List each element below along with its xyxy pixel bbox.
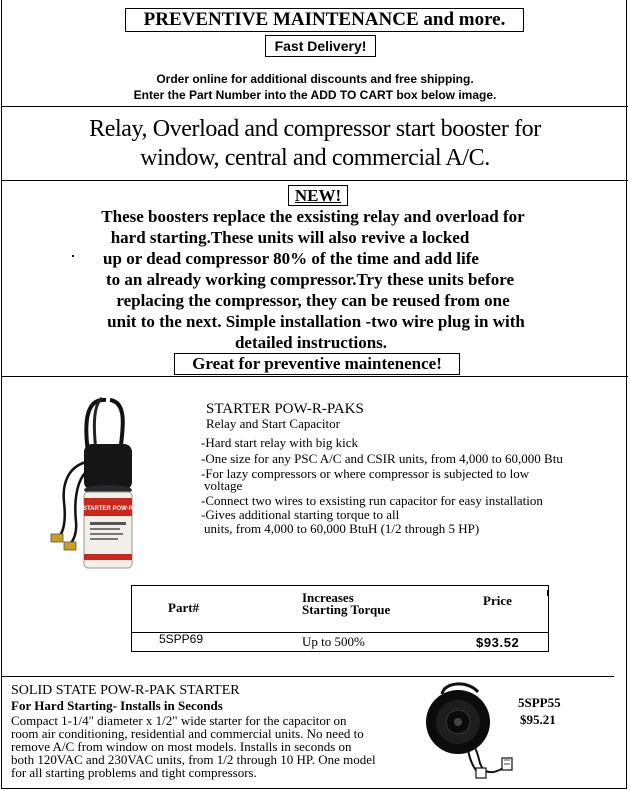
product1-bullet-4: voltage <box>204 478 243 493</box>
product2-title: SOLID STATE POW-R-PAK STARTER <box>11 683 240 698</box>
product1-bullet-3: -For lazy compressors or where compressor is subjected to low <box>201 466 530 481</box>
solid-state-starter-image <box>418 680 518 780</box>
divider-2 <box>2 180 628 181</box>
new-para-line-1: These boosters replace the exsisting relay and overload for <box>101 207 525 226</box>
product1-bullet-5: -Connect two wires to exsisting run capacitor for easy installation <box>201 493 543 508</box>
table-header-torque-1: Increases <box>302 590 354 605</box>
new-para-line-2: hard starting.These units will also revive a locked <box>110 228 470 247</box>
table-cell-torque: Up to 500% <box>302 634 365 649</box>
product2-desc-line-5: for all starting problems and tight compressors. <box>11 765 257 780</box>
new-para-line-3: up or dead compressor 80% of the time and add life <box>103 249 479 268</box>
product2-price: $95.21 <box>520 712 556 727</box>
table-header-part: Part# <box>168 600 200 615</box>
product2-desc-line-3: remove A/C from window on most models. Installs in seconds on <box>11 739 352 754</box>
product1-table <box>131 585 549 652</box>
product1-title: STARTER POW-R-PAKS <box>206 401 364 417</box>
new-para-line-7: detailed instructions. <box>234 333 388 352</box>
product2-desc-line-4: both 120VAC and 230VAC units, from 1/2 through 10 HP. One model <box>11 752 376 767</box>
fast-delivery-badge: Fast Delivery! <box>265 35 376 57</box>
starter-pow-r-pak-image <box>44 392 140 582</box>
table-edge-mark <box>547 590 548 596</box>
product2-desc-line-1: Compact 1-1/4" diameter x 1/2" wide starter for the capacitor on <box>11 713 347 728</box>
preventive-tagline: Great for preventive maintenence! <box>174 353 460 375</box>
table-header-torque-2: Starting Torque <box>302 602 391 617</box>
table-header-price: Price <box>483 593 512 608</box>
stray-dot <box>72 255 74 257</box>
order-line-1: Order online for additional discounts and free shipping. <box>156 72 474 86</box>
product2-part: 5SPP55 <box>518 695 561 710</box>
new-badge: NEW! <box>288 185 348 206</box>
product2-desc-line-2: room air conditioning, residential and commercial units. No need to <box>11 726 364 741</box>
new-para-line-4: to an already working compressor.Try these units before <box>106 270 514 289</box>
divider-4 <box>2 676 614 677</box>
product1-bullet-7: units, from 4,000 to 60,000 BtuH (1/2 through 5 HP) <box>204 521 480 536</box>
table-cell-part: 5SPP69 <box>159 632 204 646</box>
divider-1 <box>2 106 628 107</box>
new-para-line-6: unit to the next. Simple installation -two wire plug in with <box>107 312 525 331</box>
divider-3 <box>2 376 628 377</box>
table-cell-price: $93.52 <box>476 635 520 650</box>
headline-line-2: window, central and commercial A/C. <box>140 145 490 171</box>
new-para-line-5: replacing the compressor, they can be reused from one <box>116 291 510 310</box>
product1-bullet-6: -Gives additional starting torque to all <box>201 507 400 522</box>
order-line-2: Enter the Part Number into the ADD TO CART box below image. <box>133 88 497 102</box>
product1-bullet-2: -One size for any PSC A/C and CSIR units, from 4,000 to 60,000 Btu <box>201 451 563 466</box>
product2-subtitle: For Hard Starting- Installs in Seconds <box>11 698 223 713</box>
product1-bullet-1: -Hard start relay with big kick <box>201 435 359 450</box>
product-label-text: STARTER POW-R <box>82 506 134 512</box>
product1-subtitle: Relay and Start Capacitor <box>206 416 340 431</box>
header-title: PREVENTIVE MAINTENANCE and more. <box>125 8 524 32</box>
headline-line-1: Relay, Overload and compressor start booster for <box>89 116 541 142</box>
